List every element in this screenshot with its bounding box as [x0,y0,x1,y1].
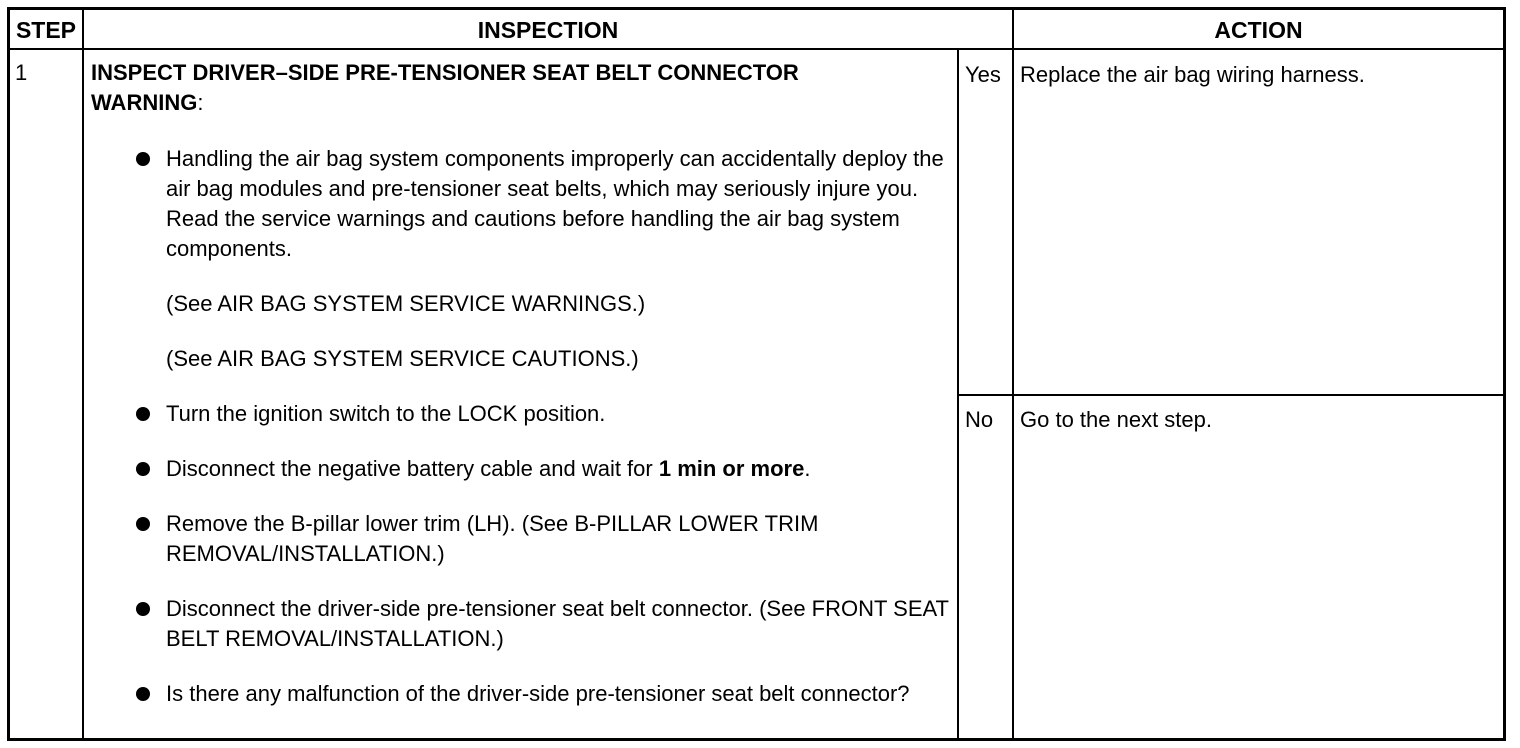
warning-label [91,88,203,118]
step-ignition: Turn the ignition switch to the LOCK position. [166,401,606,426]
warning-label-text: WARNING [91,90,198,115]
inspection-title: INSPECT DRIVER–SIDE PRE-TENSIONER SEAT BELT CONNECTOR [91,60,799,85]
step-battery [166,454,956,484]
bullet-icon [136,687,150,701]
warning-text: Handling the air bag system components improperly can accidentally deploy the air bag modules and pre-tensioner seat belts, which may seriously injure you. Read the service warnings and cautions before handling the air bag system components. [166,146,944,261]
divider-answer-action [1012,10,1014,738]
warning-label-colon: : [197,90,204,115]
answer-yes-label: Yes [965,62,1001,87]
warning-reference-warnings: (See AIR BAG SYSTEM SERVICE WARNINGS.) [166,291,646,316]
answer-no-action: Go to the next step. [1020,407,1213,432]
yes-no-divider [957,394,1503,396]
step-battery-duration: 1 min or more [658,456,805,481]
answer-yes-action: Replace the air bag wiring harness. [1020,62,1365,87]
step-question: Is there any malfunction of the driver-side pre-tensioner seat belt connector? [166,681,910,706]
step-connector: Disconnect the driver-side pre-tensioner seat belt connector. (See FRONT SEAT BELT REMOVAL/INSTALLATION.) [166,596,949,651]
step-trim: Remove the B-pillar lower trim (LH). (See B-PILLAR LOWER TRIM REMOVAL/INSTALLATION.) [166,511,819,566]
divider-step-inspection [82,10,84,738]
step-number: 1 [15,60,28,85]
answer-no-label: No [965,407,994,432]
warning-reference-cautions: (See AIR BAG SYSTEM SERVICE CAUTIONS.) [166,346,639,371]
step-battery-period: . [804,456,811,481]
bullet-icon [136,407,150,421]
bullet-icon [136,517,150,531]
step-battery-text: Disconnect the negative battery cable and wait for [166,456,659,481]
bullet-icon [136,462,150,476]
bullet-icon [136,602,150,616]
header-step: STEP [15,17,77,43]
header-inspection: INSPECTION [477,17,619,43]
diagnostic-table [7,7,1506,741]
header-action: ACTION [1214,17,1303,43]
bullet-icon [136,152,150,166]
